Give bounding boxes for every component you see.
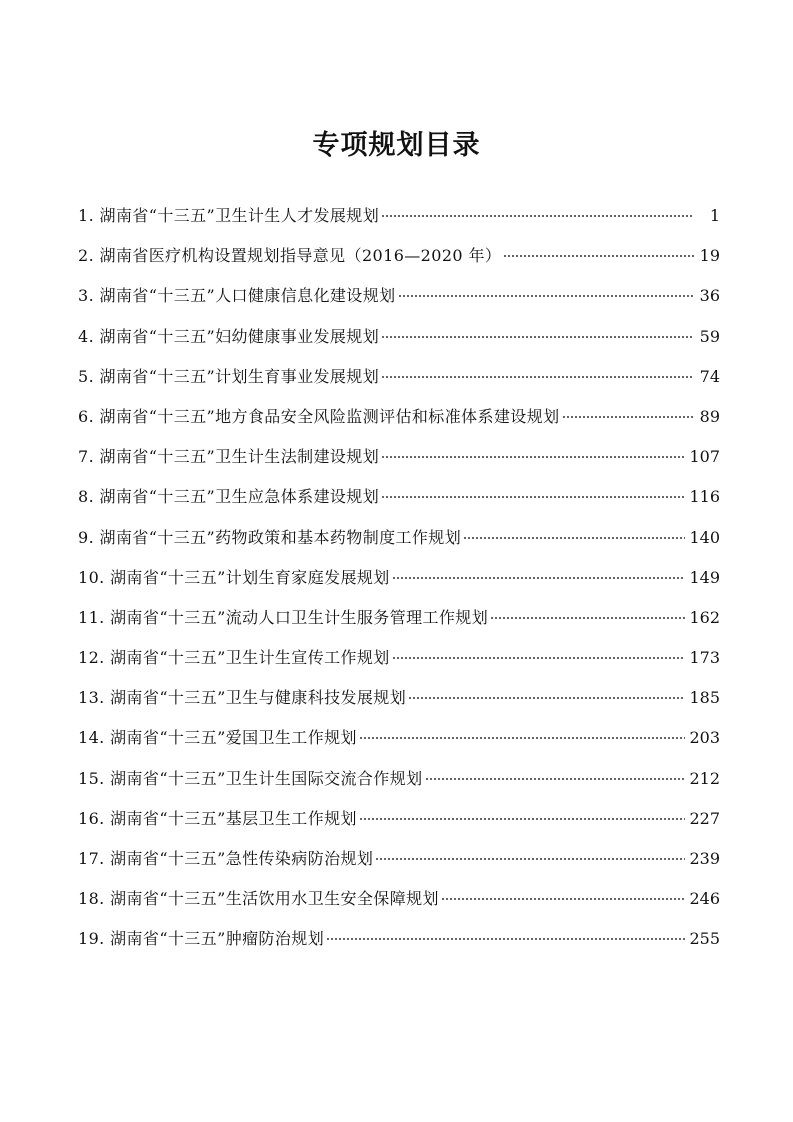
toc-entry[interactable]	[78, 839, 720, 879]
toc-entry[interactable]	[78, 879, 720, 919]
toc-entry-page: 149	[689, 567, 720, 587]
toc-leader-dots	[326, 938, 685, 940]
toc-entry-page: 203	[689, 728, 720, 748]
toc-entry-label: 18. 湖南省“十三五”生活饮用水卫生安全保障规划	[78, 889, 439, 909]
toc-entry[interactable]	[78, 196, 720, 236]
toc-entry[interactable]	[78, 357, 720, 397]
toc-entry[interactable]	[78, 598, 720, 638]
toc-entry-label: 12. 湖南省“十三五”卫生计生宣传工作规划	[78, 648, 390, 668]
page-title: 专项规划目录	[312, 130, 481, 162]
toc-entry-page: 107	[689, 447, 720, 467]
toc-entry-label: 15. 湖南省“十三五”卫生计生国际交流合作规划	[78, 768, 423, 788]
toc-entry[interactable]	[78, 759, 720, 799]
toc-leader-dots	[381, 496, 685, 498]
toc-entry[interactable]	[78, 317, 720, 357]
toc-leader-dots	[441, 898, 686, 900]
toc-entry-page: 89	[699, 406, 720, 426]
toc-entry[interactable]	[78, 397, 720, 437]
toc-entry-page: 227	[689, 808, 720, 828]
toc-leader-dots	[375, 858, 685, 860]
toc-entry-label: 6. 湖南省“十三五”地方食品安全风险监测评估和标准体系建设规划	[78, 406, 560, 426]
toc-entry-label: 16. 湖南省“十三五”基层卫生工作规划	[78, 808, 357, 828]
toc-leader-dots	[503, 255, 694, 257]
toc-entry-page: 255	[689, 929, 720, 949]
toc-entry-label: 19. 湖南省“十三五”肿瘤防治规划	[78, 929, 325, 949]
toc-entry-label: 7. 湖南省“十三五”卫生计生法制建设规划	[78, 447, 380, 467]
toc-leader-dots	[359, 737, 686, 739]
toc-entry-label: 14. 湖南省“十三五”爱国卫生工作规划	[78, 728, 357, 748]
toc-entry-page: 59	[699, 326, 720, 346]
toc-leader-dots	[490, 617, 685, 619]
toc-entry-label: 9. 湖南省“十三五”药物政策和基本药物制度工作规划	[78, 527, 462, 547]
toc-leader-dots	[392, 577, 686, 579]
toc-entry-label: 11. 湖南省“十三五”流动人口卫生计生服务管理工作规划	[78, 607, 489, 627]
toc-entry-label: 5. 湖南省“十三五”计划生育事业发展规划	[78, 366, 380, 386]
toc-entry[interactable]	[78, 919, 720, 959]
toc-entry-label: 8. 湖南省“十三五”卫生应急体系建设规划	[78, 487, 380, 507]
toc-entry[interactable]	[78, 558, 720, 598]
toc-leader-dots	[359, 818, 686, 820]
toc-entry[interactable]	[78, 477, 720, 517]
toc-leader-dots	[381, 336, 694, 338]
toc-entry-label: 4. 湖南省“十三五”妇幼健康事业发展规划	[78, 326, 380, 346]
toc-entry[interactable]	[78, 518, 720, 558]
toc-leader-dots	[381, 376, 694, 378]
toc-leader-dots	[398, 295, 694, 297]
toc-entry-page: 19	[699, 246, 720, 266]
toc-entry-page: 36	[699, 286, 720, 306]
toc-leader-dots	[463, 537, 685, 539]
toc-entry-page: 140	[689, 527, 720, 547]
toc-entry-label: 10. 湖南省“十三五”计划生育家庭发展规划	[78, 567, 390, 587]
toc-entry-label: 2. 湖南省医疗机构设置规划指导意见（2016—2020 年）	[78, 246, 502, 266]
toc-entry-label: 13. 湖南省“十三五”卫生与健康科技发展规划	[78, 688, 407, 708]
toc-entry[interactable]	[78, 638, 720, 678]
toc-entry-page: 173	[689, 648, 720, 668]
toc-entry-label: 1. 湖南省“十三五”卫生计生人才发展规划	[78, 206, 380, 225]
toc-entry[interactable]	[78, 678, 720, 718]
toc-leader-dots	[381, 215, 694, 217]
table-of-contents	[78, 196, 720, 960]
toc-entry-label: 3. 湖南省“十三五”人口健康信息化建设规划	[78, 286, 396, 306]
toc-entry-page: 212	[689, 768, 720, 788]
toc-entry-page: 246	[689, 889, 720, 909]
toc-entry-page: 162	[689, 607, 720, 627]
toc-entry-page: 185	[689, 688, 720, 708]
toc-leader-dots	[408, 697, 685, 699]
toc-entry-label: 17. 湖南省“十三五”急性传染病防治规划	[78, 849, 374, 868]
toc-entry-page: 1	[709, 206, 720, 225]
toc-leader-dots	[381, 456, 685, 458]
toc-leader-dots	[425, 778, 686, 780]
toc-entry-page: 74	[699, 366, 720, 386]
toc-entry[interactable]	[78, 276, 720, 316]
toc-entry[interactable]	[78, 437, 720, 477]
toc-entry-page: 116	[689, 487, 720, 507]
toc-leader-dots	[392, 657, 686, 659]
toc-entry-page: 239	[689, 849, 720, 868]
toc-leader-dots	[562, 416, 694, 418]
toc-entry[interactable]	[78, 718, 720, 758]
toc-entry[interactable]	[78, 236, 720, 276]
toc-entry[interactable]	[78, 799, 720, 839]
